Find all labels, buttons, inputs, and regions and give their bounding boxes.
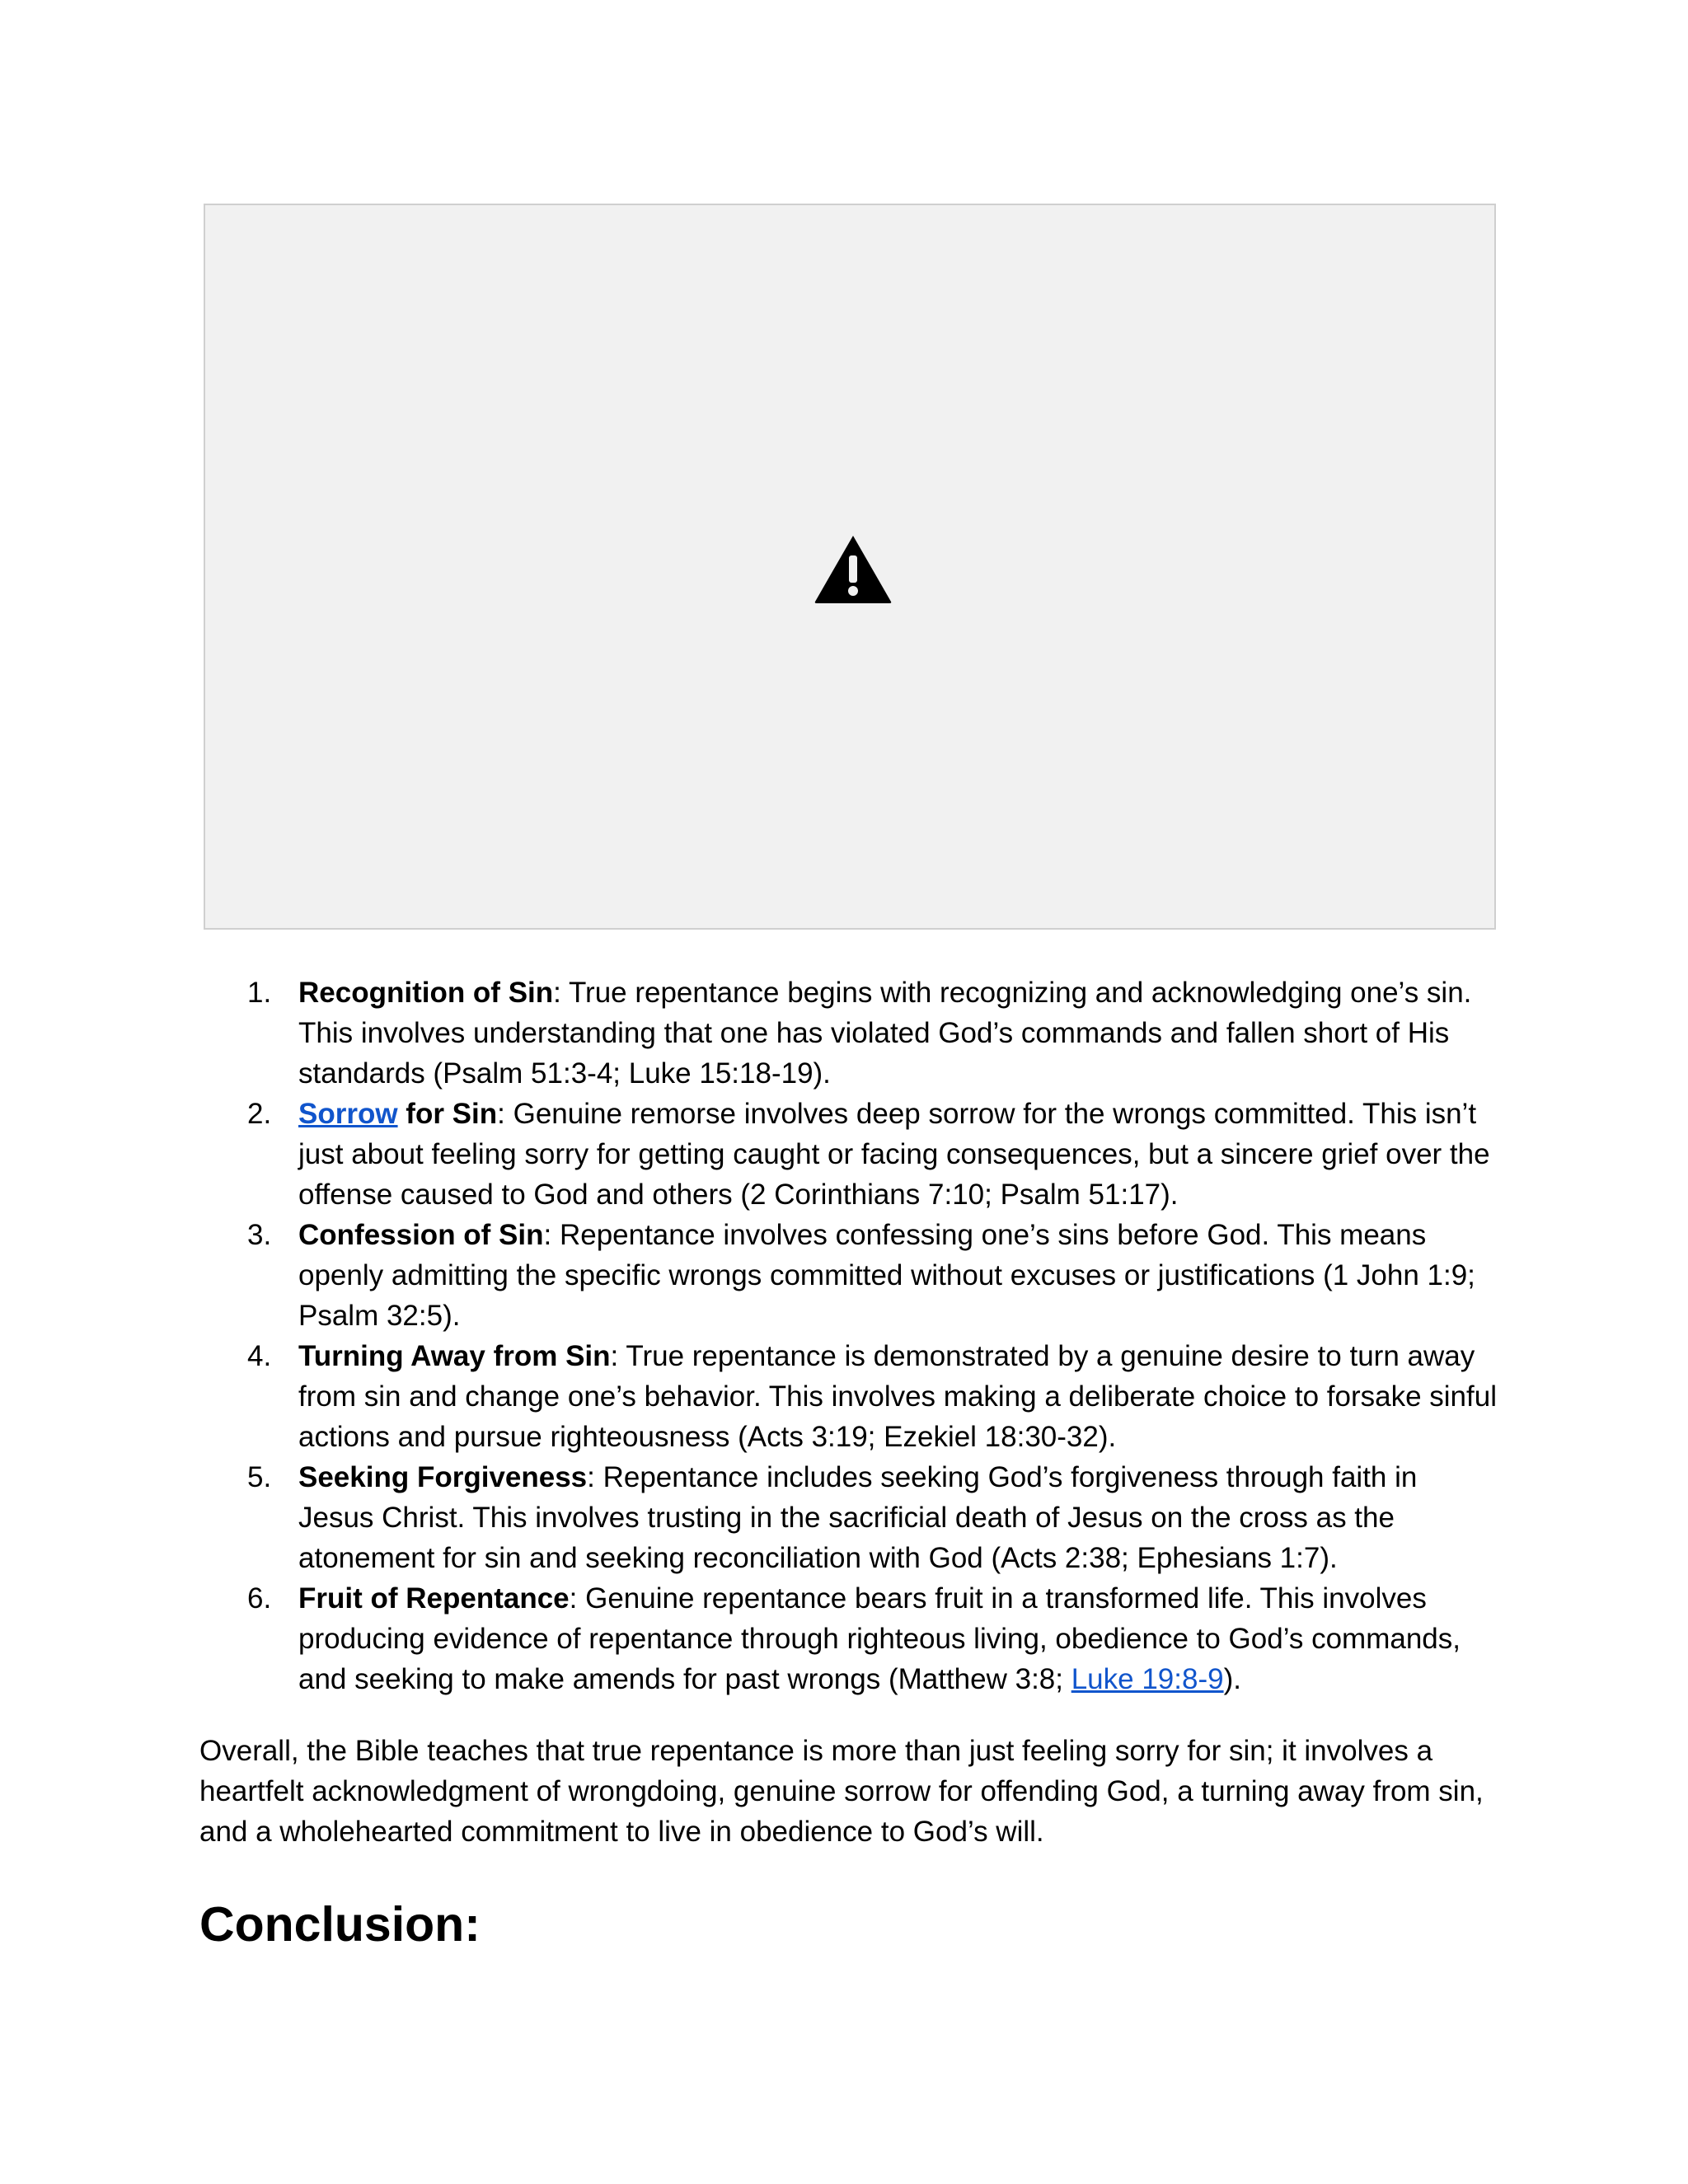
list-item-number: 1. [247, 977, 272, 1009]
repentance-steps-list [247, 972, 1500, 1699]
list-item-number: 3. [247, 1219, 272, 1251]
list-item-number: 6. [247, 1582, 272, 1615]
list-item-number: 5. [247, 1461, 272, 1493]
list-item-text: : Repentance includes seeking God’s forgiveness through faith in Jesus Christ. This involves trusting in the sacrificial death of Jesus on the cross as the atonement for sin and seeking reconciliation with God (Acts 2:38; Ephesians 1:7). [298, 1461, 1418, 1574]
sorrow-link[interactable]: Sorrow [298, 1098, 398, 1130]
list-item [247, 1094, 1500, 1215]
list-item [247, 1336, 1500, 1457]
list-item-title: for Sin [397, 1098, 498, 1130]
list-item-number: 2. [247, 1098, 272, 1130]
list-item-title: Confession of Sin [298, 1219, 544, 1251]
list-item-title: Fruit of Repentance [298, 1582, 570, 1615]
luke-19-8-9-link[interactable]: Luke 19:8-9 [1071, 1663, 1224, 1695]
list-item-text-end: ). [1223, 1663, 1241, 1695]
list-item [247, 1578, 1500, 1699]
list-item-text: : True repentance is demonstrated by a genuine desire to turn away from sin and change one’s behavior. This involves making a deliberate choice to forsake sinful actions and pursue righteousness (Acts 3:19; Ezekiel 18:30-32). [298, 1340, 1497, 1453]
list-item [247, 1457, 1500, 1578]
conclusion-heading: Conclusion: [199, 1897, 481, 1952]
list-item-number: 4. [247, 1340, 272, 1372]
list-item-title: Seeking Forgiveness [298, 1461, 588, 1493]
warning-icon [814, 534, 893, 605]
list-item-text: : Genuine repentance bears fruit in a transformed life. This involves producing evidence of repentance through righteous living, obedience to God’s commands, and seeking to make amends for past wrongs (Matthew 3:8; [298, 1582, 1461, 1695]
list-item-text: : Genuine remorse involves deep sorrow for the wrongs committed. This isn’t just about feeling sorry for getting caught or facing consequences, but a sincere grief over the offense caused to God and others (2 Corinthians 7:10; Psalm 51:17). [298, 1098, 1490, 1211]
list-item-title: Recognition of Sin [298, 977, 554, 1009]
list-item [247, 1215, 1500, 1336]
list-item-title: Turning Away from Sin [298, 1340, 611, 1372]
list-item-text: : True repentance begins with recognizing and acknowledging one’s sin. This involves understanding that one has violated God’s commands and fallen short of His standards (Psalm 51:3-4; Luke 15:18-19). [298, 977, 1472, 1090]
list-item [247, 972, 1500, 1094]
summary-paragraph: Overall, the Bible teaches that true repentance is more than just feeling sorry for sin; it involves a heartfelt acknowledgment of wrongdoing, genuine sorrow for offending God, a turning away from sin, and a wholehearted commitment to live in obedience to God’s will. [199, 1735, 1484, 1848]
list-item-text: : Repentance involves confessing one’s sins before God. This means openly admitting the specific wrongs committed without excuses or justifications (1 John 1:9; Psalm 32:5). [298, 1219, 1475, 1332]
